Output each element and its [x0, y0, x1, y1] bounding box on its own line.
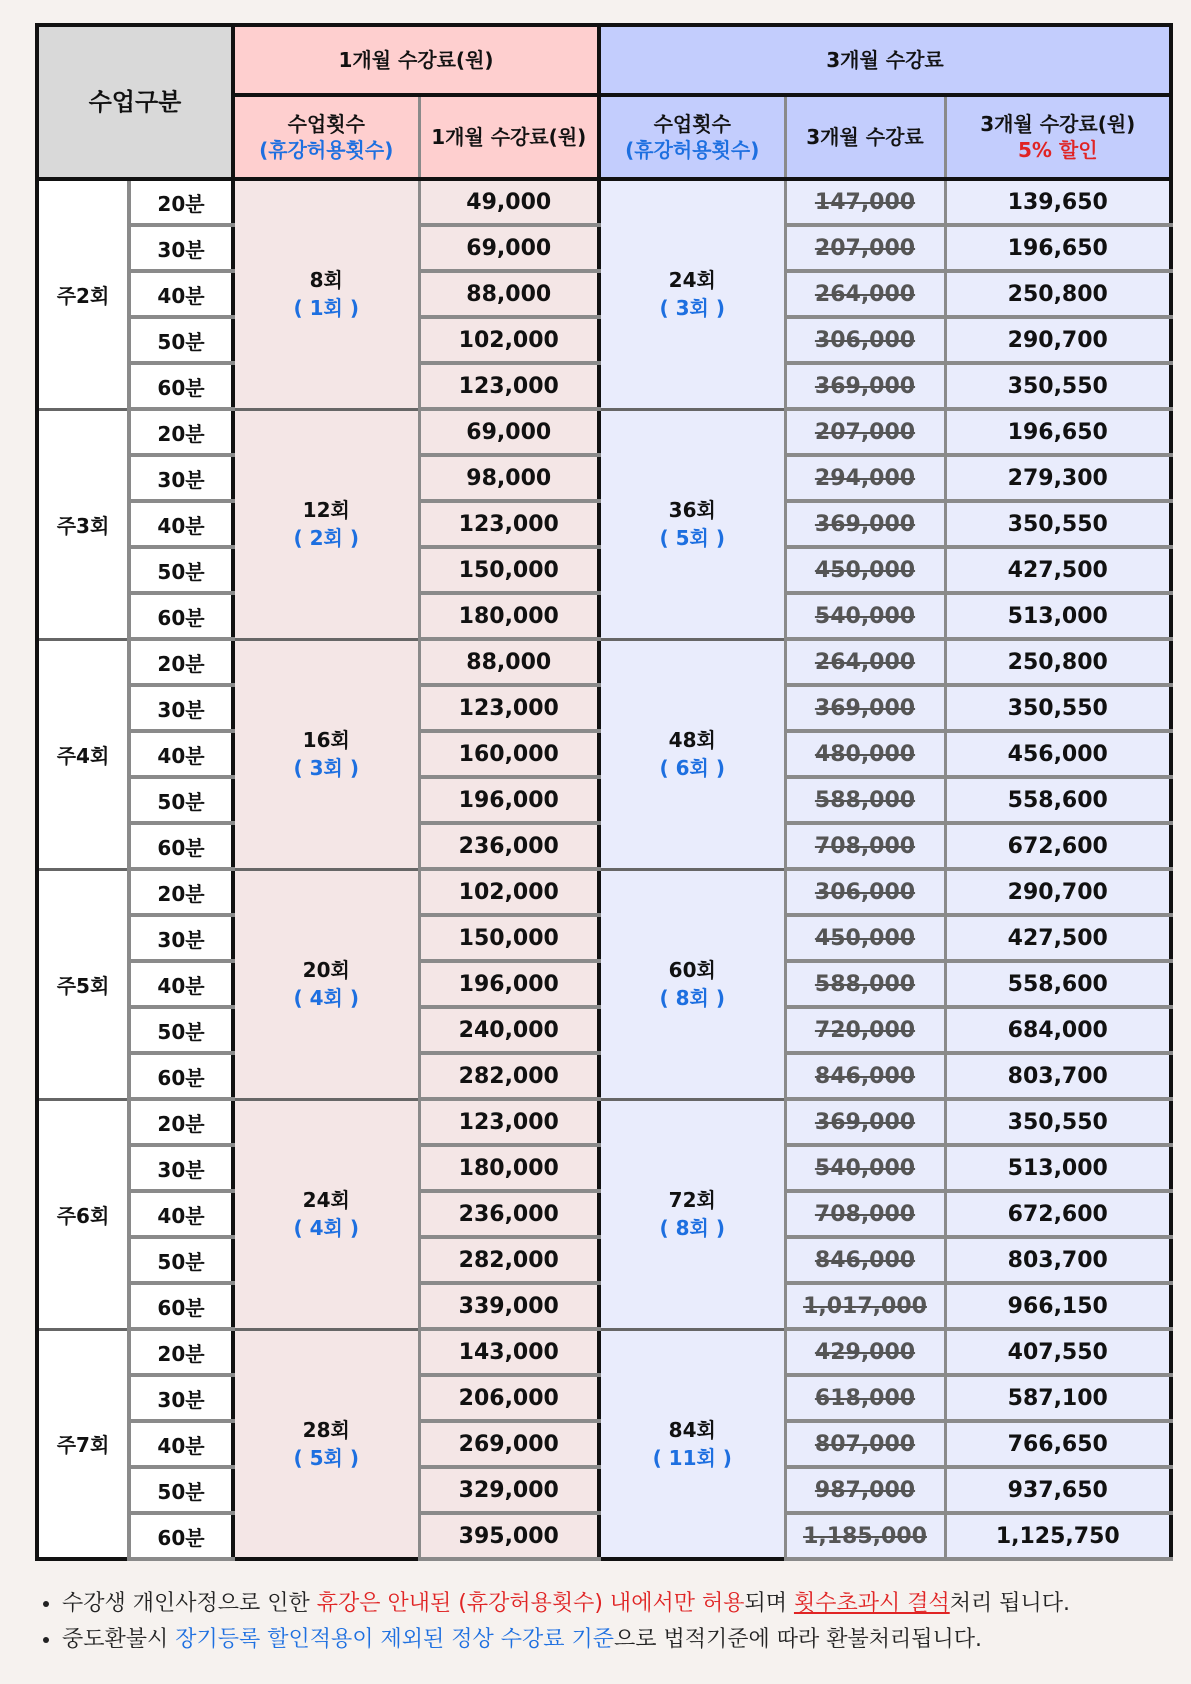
- one-month-fee: 282,000: [419, 1053, 599, 1099]
- session-count: 20회: [302, 958, 350, 982]
- lesson-duration: 60분: [129, 593, 233, 639]
- three-month-original-fee: 1,185,000: [785, 1513, 945, 1559]
- break-label: (휴강허용횟수): [259, 138, 394, 162]
- lesson-duration: 60분: [129, 1513, 233, 1559]
- one-month-session-count: [233, 409, 419, 639]
- one-month-fee: 206,000: [419, 1375, 599, 1421]
- one-month-fee: 150,000: [419, 547, 599, 593]
- note-item: [62, 1622, 1170, 1658]
- fee-table-container: [35, 23, 1169, 1561]
- note-highlight-underlined: 횟수초과시 결석: [793, 1591, 950, 1616]
- lesson-duration: 20분: [129, 1099, 233, 1145]
- three-month-original-fee: 369,000: [785, 685, 945, 731]
- one-month-session-count: [233, 869, 419, 1099]
- three-month-discount-fee: 672,600: [945, 1191, 1171, 1237]
- one-month-session-count: [233, 639, 419, 869]
- three-month-original-fee: 450,000: [785, 547, 945, 593]
- one-month-fee: 395,000: [419, 1513, 599, 1559]
- weekly-frequency: 주6회: [37, 1099, 129, 1329]
- one-month-fee: 98,000: [419, 455, 599, 501]
- one-month-fee: 269,000: [419, 1421, 599, 1467]
- session-count: 16회: [302, 728, 350, 752]
- three-month-discount-fee: 513,000: [945, 1145, 1171, 1191]
- three-month-original-fee: 207,000: [785, 225, 945, 271]
- three-month-discount-fee: 407,550: [945, 1329, 1171, 1375]
- three-month-discount-fee: 427,500: [945, 915, 1171, 961]
- one-month-fee: 69,000: [419, 225, 599, 271]
- lesson-duration: 60분: [129, 1283, 233, 1329]
- table-row: [37, 409, 1171, 455]
- lesson-duration: 20분: [129, 639, 233, 685]
- three-month-discount-fee: 587,100: [945, 1375, 1171, 1421]
- three-month-session-count: [599, 869, 785, 1099]
- note-text: 으로 법적기준에 따라 환불처리됩니다.: [614, 1627, 983, 1652]
- three-month-fee-header: 3개월 수강료: [785, 95, 945, 179]
- three-month-original-fee: 147,000: [785, 179, 945, 225]
- note-text: 되며: [744, 1591, 794, 1616]
- one-month-fee: 123,000: [419, 501, 599, 547]
- lesson-duration: 30분: [129, 455, 233, 501]
- three-month-original-fee: 264,000: [785, 271, 945, 317]
- three-month-original-fee: 588,000: [785, 777, 945, 823]
- table-row: [37, 639, 1171, 685]
- three-month-original-fee: 540,000: [785, 1145, 945, 1191]
- three-month-discount-fee: 196,650: [945, 225, 1171, 271]
- three-month-original-fee: 264,000: [785, 639, 945, 685]
- session-count: 48회: [668, 728, 716, 752]
- one-month-fee: 150,000: [419, 915, 599, 961]
- discount-label: 5% 할인: [1017, 138, 1098, 162]
- lesson-duration: 40분: [129, 271, 233, 317]
- lesson-duration: 50분: [129, 777, 233, 823]
- three-month-session-count: [599, 1099, 785, 1329]
- three-month-discount-fee: 803,700: [945, 1053, 1171, 1099]
- lesson-duration: 30분: [129, 685, 233, 731]
- three-month-group-header: 3개월 수강료: [599, 25, 1171, 95]
- lesson-duration: 40분: [129, 961, 233, 1007]
- three-month-discount-fee: 937,650: [945, 1467, 1171, 1513]
- one-month-session-count: [233, 1329, 419, 1559]
- lesson-duration: 60분: [129, 1053, 233, 1099]
- lesson-duration: 40분: [129, 1421, 233, 1467]
- three-month-original-fee: 294,000: [785, 455, 945, 501]
- one-month-fee: 102,000: [419, 869, 599, 915]
- lesson-duration: 20분: [129, 869, 233, 915]
- three-month-discount-fee: 558,600: [945, 961, 1171, 1007]
- three-month-original-fee: 369,000: [785, 1099, 945, 1145]
- count-label: 수업횟수: [653, 112, 731, 136]
- weekly-frequency: 주7회: [37, 1329, 129, 1559]
- three-month-discount-fee: 558,600: [945, 777, 1171, 823]
- notes: [40, 1586, 1170, 1658]
- lesson-duration: 30분: [129, 1375, 233, 1421]
- session-count: 84회: [668, 1417, 716, 1442]
- three-month-discount-header: [945, 95, 1171, 179]
- session-count: 28회: [302, 1417, 350, 1442]
- lesson-duration: 50분: [129, 1007, 233, 1053]
- session-count: 24회: [668, 268, 716, 293]
- table-row: [37, 1329, 1171, 1375]
- one-month-fee: 88,000: [419, 639, 599, 685]
- table-row: [37, 1099, 1171, 1145]
- break-count: ( 11회 ): [652, 1445, 732, 1470]
- one-month-fee-header: 1개월 수강료(원): [419, 95, 599, 179]
- break-count: ( 4회 ): [293, 1216, 359, 1240]
- three-month-session-count: [599, 639, 785, 869]
- three-month-discount-fee: 350,550: [945, 1099, 1171, 1145]
- three-month-original-fee: 987,000: [785, 1467, 945, 1513]
- count-label: 수업횟수: [287, 112, 365, 136]
- table-row: [37, 179, 1171, 225]
- lesson-duration: 50분: [129, 1237, 233, 1283]
- fee-table-body: [37, 179, 1171, 1559]
- three-month-discount-fee: 196,650: [945, 409, 1171, 455]
- one-month-fee: 329,000: [419, 1467, 599, 1513]
- three-month-original-fee: 588,000: [785, 961, 945, 1007]
- break-count: ( 1회 ): [293, 296, 359, 321]
- one-month-count-header: [233, 95, 419, 179]
- three-month-discount-fee: 350,550: [945, 363, 1171, 409]
- lesson-duration: 20분: [129, 409, 233, 455]
- lesson-duration: 50분: [129, 1467, 233, 1513]
- three-month-discount-fee: 139,650: [945, 179, 1171, 225]
- three-month-discount-fee: 427,500: [945, 547, 1171, 593]
- three-month-original-fee: 540,000: [785, 593, 945, 639]
- session-count: 60회: [668, 958, 716, 982]
- weekly-frequency: 주4회: [37, 639, 129, 869]
- lesson-duration: 60분: [129, 823, 233, 869]
- three-month-count-header: [599, 95, 785, 179]
- three-month-original-fee: 708,000: [785, 823, 945, 869]
- session-count: 24회: [302, 1188, 350, 1212]
- three-month-discount-fee: 684,000: [945, 1007, 1171, 1053]
- one-month-fee: 240,000: [419, 1007, 599, 1053]
- lesson-duration: 60분: [129, 363, 233, 409]
- notes-list: [40, 1586, 1170, 1658]
- one-month-session-count: [233, 179, 419, 409]
- discount-fee-label: 3개월 수강료(원): [980, 112, 1136, 136]
- three-month-original-fee: 720,000: [785, 1007, 945, 1053]
- three-month-discount-fee: 672,600: [945, 823, 1171, 869]
- category-header: 수업구분: [37, 25, 233, 179]
- break-count: ( 5회 ): [293, 1445, 359, 1470]
- break-count: ( 8회 ): [659, 1216, 725, 1240]
- one-month-fee: 143,000: [419, 1329, 599, 1375]
- one-month-group-header: 1개월 수강료(원): [233, 25, 599, 95]
- three-month-original-fee: 369,000: [785, 501, 945, 547]
- three-month-original-fee: 708,000: [785, 1191, 945, 1237]
- three-month-discount-fee: 456,000: [945, 731, 1171, 777]
- session-count: 12회: [302, 498, 350, 522]
- one-month-fee: 123,000: [419, 685, 599, 731]
- three-month-discount-fee: 803,700: [945, 1237, 1171, 1283]
- lesson-duration: 50분: [129, 317, 233, 363]
- one-month-fee: 123,000: [419, 363, 599, 409]
- break-count: ( 4회 ): [293, 986, 359, 1010]
- three-month-session-count: [599, 179, 785, 409]
- weekly-frequency: 주5회: [37, 869, 129, 1099]
- note-item: [62, 1586, 1170, 1622]
- one-month-fee: 282,000: [419, 1237, 599, 1283]
- three-month-original-fee: 306,000: [785, 869, 945, 915]
- lesson-duration: 40분: [129, 501, 233, 547]
- three-month-discount-fee: 350,550: [945, 501, 1171, 547]
- one-month-fee: 236,000: [419, 1191, 599, 1237]
- weekly-frequency: 주2회: [37, 179, 129, 409]
- lesson-duration: 20분: [129, 1329, 233, 1375]
- one-month-fee: 180,000: [419, 1145, 599, 1191]
- session-count: 36회: [668, 498, 716, 522]
- three-month-original-fee: 429,000: [785, 1329, 945, 1375]
- session-count: 8회: [309, 268, 343, 293]
- three-month-discount-fee: 290,700: [945, 869, 1171, 915]
- three-month-original-fee: 846,000: [785, 1237, 945, 1283]
- note-highlight: 휴강은 안내된 (휴강허용횟수) 내에서만 허용: [316, 1591, 745, 1616]
- break-count: ( 3회 ): [293, 756, 359, 780]
- break-count: ( 3회 ): [659, 296, 725, 321]
- one-month-fee: 69,000: [419, 409, 599, 455]
- three-month-discount-fee: 766,650: [945, 1421, 1171, 1467]
- one-month-fee: 196,000: [419, 961, 599, 1007]
- one-month-fee: 88,000: [419, 271, 599, 317]
- note-text: 중도환불시: [62, 1627, 176, 1652]
- three-month-discount-fee: 279,300: [945, 455, 1171, 501]
- lesson-duration: 30분: [129, 915, 233, 961]
- three-month-discount-fee: 350,550: [945, 685, 1171, 731]
- weekly-frequency: 주3회: [37, 409, 129, 639]
- one-month-fee: 123,000: [419, 1099, 599, 1145]
- three-month-original-fee: 1,017,000: [785, 1283, 945, 1329]
- three-month-original-fee: 846,000: [785, 1053, 945, 1099]
- lesson-duration: 20분: [129, 179, 233, 225]
- note-text: 처리 됩니다.: [949, 1591, 1070, 1616]
- three-month-original-fee: 618,000: [785, 1375, 945, 1421]
- three-month-session-count: [599, 409, 785, 639]
- three-month-discount-fee: 250,800: [945, 271, 1171, 317]
- one-month-fee: 49,000: [419, 179, 599, 225]
- three-month-original-fee: 450,000: [785, 915, 945, 961]
- lesson-duration: 30분: [129, 225, 233, 271]
- three-month-original-fee: 369,000: [785, 363, 945, 409]
- three-month-discount-fee: 513,000: [945, 593, 1171, 639]
- session-count: 72회: [668, 1188, 716, 1212]
- note-text: 수강생 개인사정으로 인한: [62, 1591, 317, 1616]
- fee-table: [35, 23, 1173, 1561]
- one-month-fee: 160,000: [419, 731, 599, 777]
- three-month-original-fee: 306,000: [785, 317, 945, 363]
- one-month-fee: 339,000: [419, 1283, 599, 1329]
- lesson-duration: 50분: [129, 547, 233, 593]
- lesson-duration: 40분: [129, 731, 233, 777]
- one-month-fee: 236,000: [419, 823, 599, 869]
- three-month-original-fee: 807,000: [785, 1421, 945, 1467]
- three-month-original-fee: 480,000: [785, 731, 945, 777]
- note-highlight: 장기등록 할인적용이 제외된 정상 수강료 기준: [175, 1627, 615, 1652]
- break-count: ( 5회 ): [659, 526, 725, 550]
- three-month-session-count: [599, 1329, 785, 1559]
- break-count: ( 2회 ): [293, 526, 359, 550]
- one-month-fee: 180,000: [419, 593, 599, 639]
- one-month-session-count: [233, 1099, 419, 1329]
- one-month-fee: 102,000: [419, 317, 599, 363]
- three-month-discount-fee: 290,700: [945, 317, 1171, 363]
- three-month-discount-fee: 966,150: [945, 1283, 1171, 1329]
- one-month-fee: 196,000: [419, 777, 599, 823]
- table-row: [37, 869, 1171, 915]
- three-month-discount-fee: 1,125,750: [945, 1513, 1171, 1559]
- break-label: (휴강허용횟수): [625, 138, 760, 162]
- lesson-duration: 40분: [129, 1191, 233, 1237]
- break-count: ( 8회 ): [659, 986, 725, 1010]
- break-count: ( 6회 ): [659, 756, 725, 780]
- lesson-duration: 30분: [129, 1145, 233, 1191]
- three-month-discount-fee: 250,800: [945, 639, 1171, 685]
- three-month-original-fee: 207,000: [785, 409, 945, 455]
